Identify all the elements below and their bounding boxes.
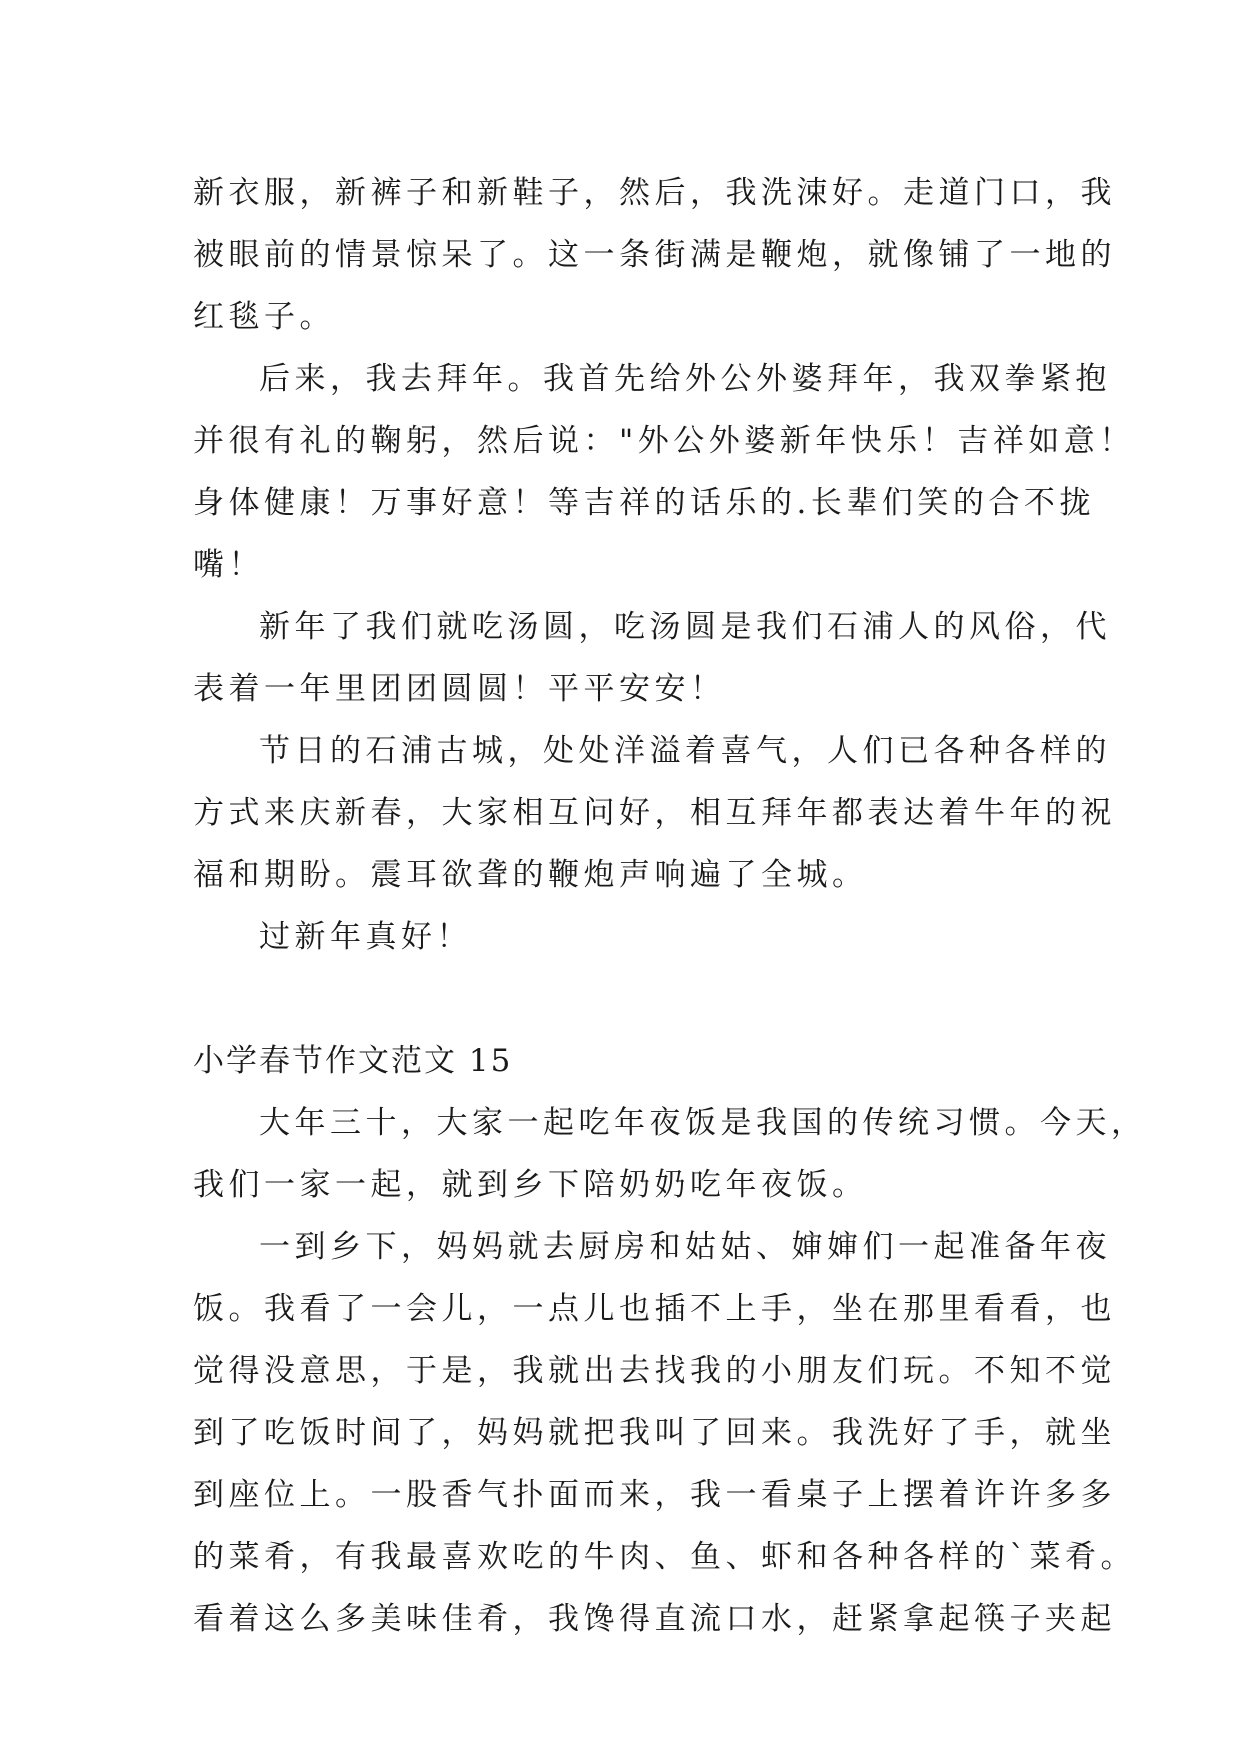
text-line: 福和期盼。震耳欲聋的鞭炮声响遍了全城。 [193,857,868,893]
section-gap [193,968,1063,1030]
text-line: 看着这么多美味佳肴，我馋得直流口水，赶紧拿起筷子夹起 [193,1601,1116,1637]
text-line: 我们一家一起，就到乡下陪奶奶吃年夜饭。 [193,1167,868,1203]
text-line: 节日的石浦古城，处处洋溢着喜气，人们已各种各样的 [259,733,1111,769]
text-line: 大年三十，大家一起吃年夜饭是我国的传统习惯。今天， [259,1105,1147,1141]
text-line: 觉得没意思，于是，我就出去找我的小朋友们玩。不知不觉 [193,1353,1116,1389]
document-body [193,162,1147,1650]
text-line: 到座位上。一股香气扑面而来，我一看桌子上摆着许许多多 [193,1477,1116,1513]
text-line: 嘴！ [193,547,264,583]
text-line: 并很有礼的鞠躬，然后说："外公外婆新年快乐！吉祥如意！ [193,423,1135,459]
text-line: 一到乡下，妈妈就去厨房和姑姑、婶婶们一起准备年夜 [259,1229,1111,1265]
text-line: 的菜肴，有我最喜欢吃的牛肉、鱼、虾和各种各样的`菜肴。 [193,1539,1136,1575]
text-line: 新衣服，新裤子和新鞋子，然后，我洗涑好。走道门口，我 [193,175,1116,211]
text-line: 到了吃饭时间了，妈妈就把我叫了回来。我洗好了手，就坐 [193,1415,1116,1451]
text-line: 身体健康！万事好意！等吉祥的话乐的.长辈们笑的合不拢 [193,485,1095,521]
text-line: 后来，我去拜年。我首先给外公外婆拜年，我双拳紧抱 [259,361,1111,397]
text-line: 过新年真好！ [259,919,472,955]
section-heading: 小学春节作文范文 15 [193,1043,513,1079]
text-line: 被眼前的情景惊呆了。这一条街满是鞭炮，就像铺了一地的 [193,237,1116,273]
text-line: 新年了我们就吃汤圆，吃汤圆是我们石浦人的风俗，代 [259,609,1111,645]
text-line: 表着一年里团团圆圆！平平安安！ [193,671,726,707]
text-line: 红毯子。 [193,299,335,335]
text-line: 方式来庆新春，大家相互问好，相互拜年都表达着牛年的祝 [193,795,1116,831]
text-line: 饭。我看了一会儿，一点儿也插不上手，坐在那里看看，也 [193,1291,1116,1327]
